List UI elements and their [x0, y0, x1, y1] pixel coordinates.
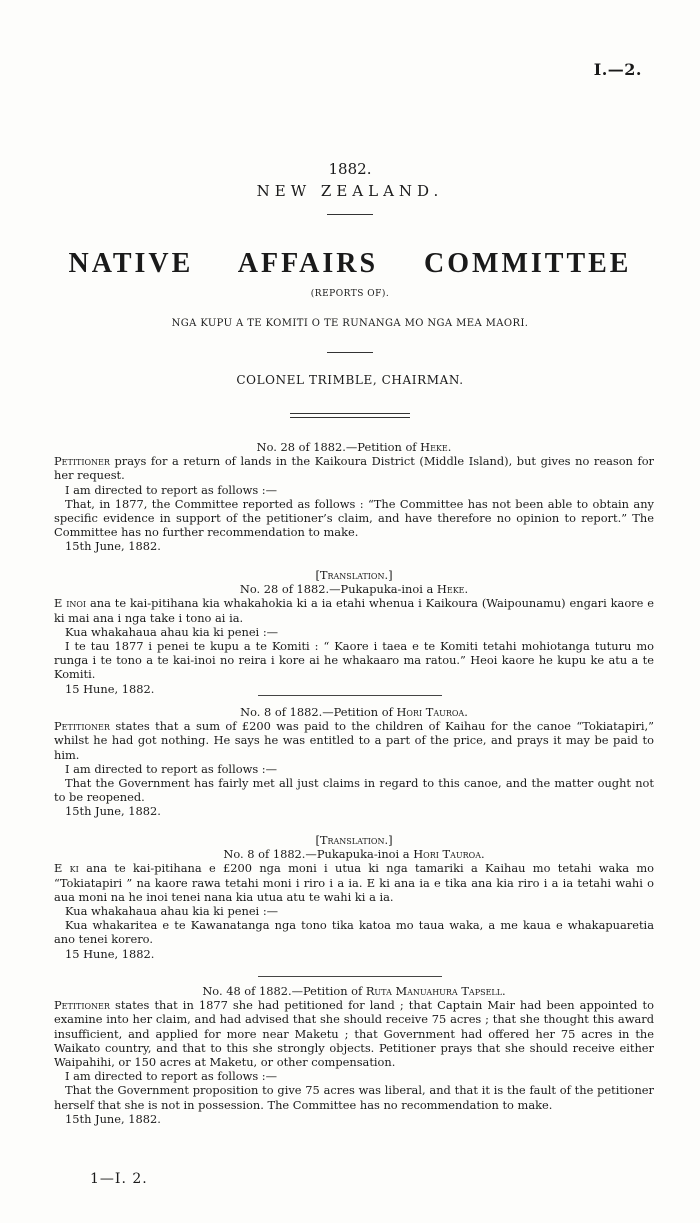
- signature-footer: 1—I. 2.: [90, 1171, 148, 1187]
- section-heading: No. 28 of 1882.—Pukapuka-inoi a Heke.: [239, 582, 469, 597]
- page-code: I.—2.: [593, 60, 642, 79]
- section-translation-heke: [54, 568, 654, 696]
- paragraph: Kua whakaritea e te Kawanatanga nga tono tika katoa mo taua waka, a me kaua e whakapuaretia ano tenei korero.: [54, 918, 654, 947]
- country: NEW ZEALAND.: [256, 182, 444, 200]
- date: 15th June, 1882.: [65, 804, 161, 819]
- chairman: COLONEL TRIMBLE, CHAIRMAN.: [236, 373, 464, 387]
- translation-tag: [Translation.]: [315, 568, 393, 582]
- section-heading: No. 8 of 1882.—Petition of Hori Tauroa.: [240, 705, 468, 719]
- paragraph: That the Government proposition to give 75 acres was liberal, and that it is the fault of the petitioner herself that she is not in possession. The Committee has no recommendation to make.: [54, 1083, 654, 1112]
- date: 15th June, 1882.: [65, 1111, 161, 1126]
- paragraph: Kua whakahaua ahau kia ki penei :—: [65, 624, 279, 639]
- paragraph: Petitioner states that in 1877 she had petitioned for land ; that Captain Mair had been appointed to examine into her claim, and had advised that she should receive 75 acres ; that she thought this award insufficient, and applied for more near Maketu ; that Government had offered her 75 acres in the Waikato country, and that to this she strongly objects. Petitioner prays that she should receive either Waipahihi, or 150 acres at Maketu, or other compensation.: [54, 998, 654, 1070]
- section-petition-hori-tauroa: [54, 705, 654, 819]
- divider: [327, 352, 373, 353]
- divider: [258, 695, 442, 696]
- subtitle: (REPORTS OF).: [310, 289, 390, 299]
- section-translation-hori-tauroa: [54, 833, 654, 961]
- page-title: NATIVE AFFAIRS COMMITTEE: [68, 248, 632, 279]
- paragraph: E inoi ana te kai-pitihana kia whakahokia ki a ia etahi whenua i Kaikoura (Waipounamu) engari kaore e ki mai ana i nga take i tono ai ia.: [54, 596, 654, 625]
- date: 15 Hune, 1882.: [65, 681, 155, 696]
- year: 1882.: [328, 160, 372, 178]
- paragraph: I am directed to report as follows :—: [65, 761, 278, 776]
- paragraph: E ki ana te kai-pitihana e £200 nga moni i utua ki nga tamariki a Kaihau mo tetahi waka mo “Tokiatapiri ” na kaore rawa tetahi moni i riro i a ia. E ki ana ia e tika ana kia riro i a ia tetahi wahi o aua moni na he inoi tenei nana kia utua atu te wahi ki a ia.: [54, 861, 655, 904]
- paragraph: I te tau 1877 i penei te kupu a te Komiti : “ Kaore i taea e te Komiti tetahi mohiotanga tuturu mo runga i te tono a te kai-inoi no reira i kore ai he whakaaro ma ratou.” Heoi kaore he kupu ke atu a te Komiti.: [54, 639, 654, 682]
- maori-title: NGA KUPU A TE KOMITI O TE RUNANGA MO NGA MEA MAORI.: [171, 318, 529, 329]
- paragraph: Petitioner prays for a return of lands in the Kaikoura District (Middle Island), but gives no reason for her request.: [54, 454, 654, 483]
- paragraph: I am directed to report as follows :—: [65, 1069, 278, 1084]
- section-petition-ruta-tapsell: [54, 984, 654, 1126]
- paragraph: I am directed to report as follows :—: [65, 482, 278, 497]
- paragraph: That the Government has fairly met all just claims in regard to this canoe, and the matter ought not to be reopened.: [54, 776, 654, 805]
- paragraph: Kua whakahaua ahau kia ki penei :—: [65, 904, 279, 919]
- divider: [258, 976, 442, 977]
- section-heading: No. 48 of 1882.—Petition of Ruta Manuahura Tapsell.: [202, 984, 506, 998]
- translation-tag: [Translation.]: [315, 833, 393, 847]
- paragraph: Petitioner states that a sum of £200 was paid to the children of Kaihau for the canoe “Tokiatapiri,” whilst he had got nothing. He says he was entitled to a part of the price, and prays it may be paid to him.: [54, 719, 654, 762]
- date: 15th June, 1882.: [65, 539, 161, 554]
- divider: [327, 214, 373, 215]
- date: 15 Hune, 1882.: [65, 946, 155, 961]
- section-heading: No. 28 of 1882.—Petition of Heke.: [256, 440, 452, 454]
- paragraph: That, in 1877, the Committee reported as follows : “The Committee has not been able to obtain any specific evidence in support of the petitioner’s claim, and have therefore no opinion to report.” The Committee has no further recommendation to make.: [54, 496, 654, 540]
- section-petition-heke: [54, 440, 654, 554]
- double-divider: [290, 413, 410, 418]
- section-heading: No. 8 of 1882.—Pukapuka-inoi a Hori Tauroa.: [223, 847, 485, 862]
